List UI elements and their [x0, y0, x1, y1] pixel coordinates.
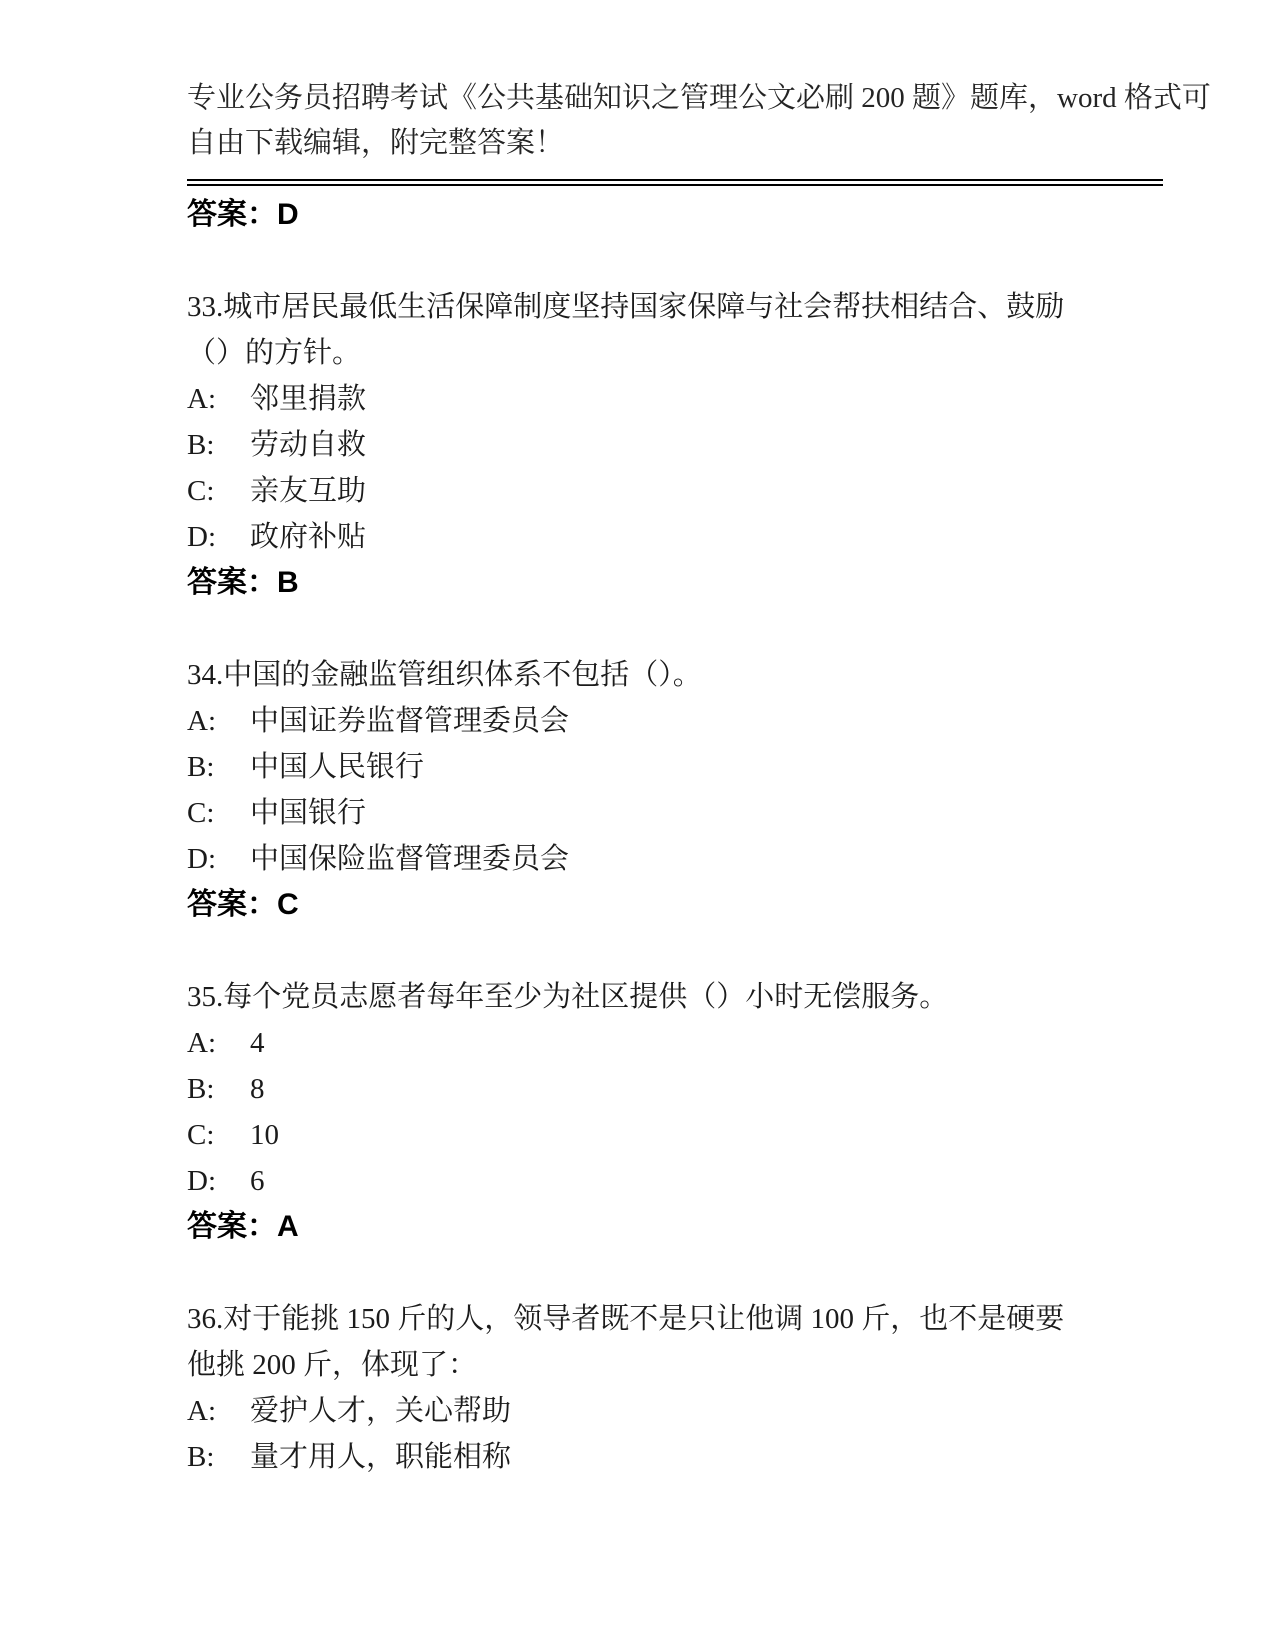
option-key: C: — [187, 797, 215, 829]
option-text: 8 — [250, 1073, 265, 1105]
option-key: A: — [187, 1395, 216, 1427]
answer-line — [187, 882, 1187, 928]
question-stem-line: 33.城市居民最低生活保障制度坚持国家保障与社会帮扶相结合、鼓励 — [187, 291, 1065, 323]
question-stem-line: 他挑 200 斤，体现了： — [187, 1349, 478, 1381]
option-key: A: — [187, 705, 216, 737]
answer-value: B — [277, 566, 299, 599]
option-text: 中国银行 — [250, 797, 367, 829]
option-line-c — [187, 468, 1187, 514]
option-key: D: — [187, 521, 216, 553]
option-key: B: — [187, 429, 215, 461]
option-line-c — [187, 790, 1187, 836]
question-block-35 — [187, 974, 1187, 1250]
header-line: 专业公务员招聘考试《公共基础知识之管理公文必刷 200 题》题库，word 格式可 — [187, 82, 1211, 114]
header-line: 自由下载编辑，附完整答案！ — [187, 127, 565, 159]
header-paragraph — [187, 76, 1211, 166]
option-key: C: — [187, 1119, 215, 1151]
answer-value: C — [277, 888, 299, 921]
option-line-d — [187, 1158, 1187, 1204]
option-text: 量才用人，职能相称 — [250, 1441, 512, 1473]
option-line-b — [187, 1434, 1187, 1480]
option-key: B: — [187, 1441, 215, 1473]
option-key: B: — [187, 751, 215, 783]
option-line-b — [187, 422, 1187, 468]
answer-label: 答案： — [187, 566, 277, 599]
option-line-b — [187, 1066, 1187, 1112]
option-key: D: — [187, 843, 216, 875]
option-line-b — [187, 744, 1187, 790]
question-stem-line: 35.每个党员志愿者每年至少为社区提供（）小时无偿服务。 — [187, 981, 949, 1013]
option-text: 邻里捐款 — [250, 383, 367, 415]
option-text: 亲友互助 — [250, 475, 367, 507]
option-line-a — [187, 698, 1187, 744]
answer-value: A — [277, 1210, 299, 1243]
option-line-a — [187, 1020, 1187, 1066]
question-block-34 — [187, 652, 1187, 928]
answer-value: D — [277, 198, 299, 231]
answer-label: 答案： — [187, 888, 277, 921]
option-key: C: — [187, 475, 215, 507]
answer-label: 答案： — [187, 1210, 277, 1243]
option-line-a — [187, 1388, 1187, 1434]
option-text: 4 — [250, 1027, 265, 1059]
option-text: 10 — [250, 1119, 279, 1151]
option-line-c — [187, 1112, 1187, 1158]
option-text: 中国证券监督管理委员会 — [250, 705, 570, 737]
option-key: A: — [187, 383, 216, 415]
answer-label: 答案： — [187, 198, 277, 231]
option-text: 中国保险监督管理委员会 — [250, 843, 570, 875]
double-rule-divider — [187, 179, 1163, 186]
question-block-36 — [187, 1296, 1187, 1480]
answer-line — [187, 1204, 1187, 1250]
option-text: 中国人民银行 — [250, 751, 425, 783]
option-line-a — [187, 376, 1187, 422]
carryover-answer-line — [187, 192, 1187, 238]
option-text: 爱护人才，关心帮助 — [250, 1395, 512, 1427]
option-key: B: — [187, 1073, 215, 1105]
question-stem-line: 36.对于能挑 150 斤的人，领导者既不是只让他调 100 斤，也不是硬要 — [187, 1303, 1065, 1335]
question-block-33 — [187, 284, 1187, 606]
option-key: A: — [187, 1027, 216, 1059]
option-line-d — [187, 514, 1187, 560]
option-text: 政府补贴 — [250, 521, 367, 553]
option-text: 劳动自救 — [250, 429, 367, 461]
option-text: 6 — [250, 1165, 265, 1197]
question-stem-line: （）的方针。 — [187, 337, 362, 369]
option-line-d — [187, 836, 1187, 882]
option-key: D: — [187, 1165, 216, 1197]
question-stem-line: 34.中国的金融监管组织体系不包括（）。 — [187, 659, 702, 691]
answer-line — [187, 560, 1187, 606]
